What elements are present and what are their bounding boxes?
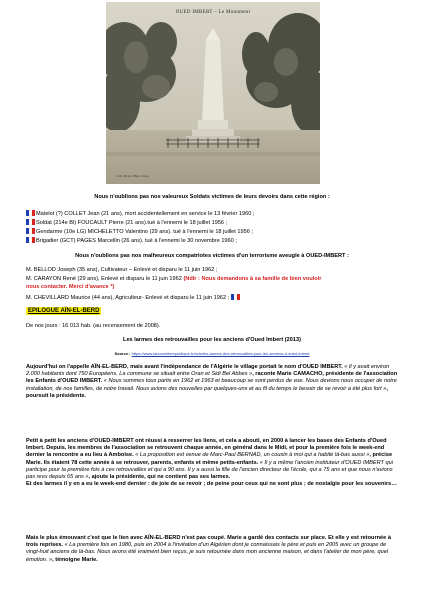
editor-note-continued	[26, 284, 114, 291]
paragraph-text: Et des larmes il y en a eu le week-end dernier : de joie de se revoir ; de peine pour ceux qui ne sont plus ; de nostalgie pour les souvenirs…	[26, 481, 397, 488]
paragraph-text: , raconte Marie CAMACHO, présidente de l'association les Enfants d'OUED IMBERT.	[26, 371, 398, 385]
french-flag-icon	[26, 210, 35, 216]
article-title: Les larmes des retrouvailles pour les anciens d'Oued Imbert (2013)	[123, 337, 301, 343]
quote-text: « Il y avait environ 2.000 habitants dont 750 Européens. La commune se situait entre Oran et Sidi Bel Abbes »	[26, 364, 390, 378]
quote-text: « Nous sommes tous partis en 1962 et 1963 et beaucoup se sont perdus de vue. Nous devions nous occuper de notre installation, de nos familles, de notre travail. Nous avions des nouvelles par quelques-uns et au fil du temps le besoin de se revoir a été plus fort »	[26, 378, 397, 392]
monument-photo-drawing	[106, 2, 320, 184]
soldier-item	[26, 210, 254, 218]
french-flag-icon	[26, 228, 35, 234]
victim-text: M. CARAYON René (29 ans), Enlevé et disparu le 11 juin 1962	[26, 276, 184, 282]
quote-text: « La proposition est venue de Marc-Paul BERNAD, un cousin à moi qui a habité là-bas aussi »	[135, 452, 370, 459]
photo-caption-bottom: Coll. Bosio Photo Oran	[116, 174, 149, 178]
victim-item	[26, 276, 321, 283]
population-line: De nos jours : 16 013 hab. (au recensement de 2008).	[26, 323, 161, 329]
paragraph-text: Petit à petit les anciens d'OUED-IMBERT ont réussi à resserrer les liens, et cela a abouti, en 2000 à lancer les bases des Enfants d'Oued Imbert. Depuis, les membres de l'association se retrouvent chaque année, en général dans le Midi, et pour la première fois le week-end dernier la rencontre a eu lieu à Amboise.	[26, 438, 387, 459]
paragraph-text: , précise Marie. Ils étaient 78 cette année à se retrouver, parents, enfants et même petits-enfants.	[26, 452, 393, 466]
victims-intro: Nous n'oublions pas nos malheureux compatriotes victimes d'un terrorisme aveugle à OUED-IMBERT :	[75, 253, 349, 259]
quote-text: « Il y a même l'ancien instituteur d'OUED IMBERT qui participe pour la première fois à ces retrouvailles et qui a 90 ans. Il y a aussi la fille de l'ancien directeur de l'école, qui a 75 ans et que nous n'avions pas revu depuis 65 ans »	[26, 459, 394, 481]
source-line	[0, 351, 424, 356]
soldier-text: Matelot (?) COLLET Jean (21 ans), mort accidentellement en service le 13 février 1960 ;	[36, 211, 255, 217]
article-paragraph-2	[26, 438, 398, 488]
photo-caption-top: OUED IMBERT – Le Monument	[175, 10, 251, 15]
source-link[interactable]: https://www.lanouvellerepublique.fr/actu/les-larmes-des-retrouvailles-pour-les-anciens-d-oued-imbert	[131, 351, 310, 356]
paragraph-text: , témoigne Marie.	[52, 556, 98, 563]
soldier-item	[26, 219, 227, 227]
editor-note-tail: nous contacter. Merci d'avance *)	[26, 284, 115, 290]
soldiers-intro: Nous n'oublions pas nos valeureux Soldats victimes de leurs devoirs dans cette région :	[94, 194, 330, 200]
paragraph-text: , poursuit la présidente.	[26, 385, 388, 399]
monument-postcard-photo	[106, 2, 320, 184]
paragraph-text: Aujourd'hui on l'appelle AÏN-EL-BERD, mais avant l'indépendance de l'Algérie le village portait le nom d'OUED IMBERT.	[26, 364, 345, 370]
victim-item	[26, 294, 241, 302]
soldier-text: Gendarme (10e LG) MICHELETTO Valentino (29 ans). tué à l'ennemi le 18 juillet 1956 ;	[36, 229, 253, 235]
victim-text: M. CHEVILLARD Maurice (44 ans), Agriculteur- Enlevé et disparu le 11 juin 1962 ;	[26, 295, 230, 301]
quote-text: « La première fois en 1980, puis en 2004 à l'invitation d'un Algérien dont je connaissais le père et puis en 2005 avec un groupe de vingt-huit anciens de là-bas. Nous avons été vraiment bien reçus, je suis retournée dans mon ancienne maison, et dans l'atelier de mon père, quel émotion. »	[26, 542, 389, 563]
editor-note: (Ndlr : Nous demandons à sa famille de bien vouloir	[183, 276, 322, 282]
french-flag-icon	[26, 237, 35, 243]
paragraph-text: , ajoute la présidente, qui ne contient pas ses larmes.	[88, 474, 231, 481]
source-label: Source :	[114, 351, 132, 356]
victim-item: M. BELLOD Joseph (35 ans), Cultivateur – Enlevé et disparu le 11 juin 1962 ;	[26, 267, 218, 273]
article-paragraph-1	[26, 364, 398, 400]
paragraph-text: Mais le plus émouvant c'est que le lien avec AÏN-EL-BERD n'est pas coupé. Marie a gardé des contacts sur place. Et elle y est retournée à trois reprises.	[26, 535, 391, 549]
article-paragraph-3	[26, 535, 398, 564]
soldier-text: Soldat (214e Bl) FOUCAULT Pierre (21 ans).tué à l'ennemi le 18 juillet 1956 ;	[36, 220, 228, 226]
epilogue-heading: EPILOGUE AÏN-EL-BERD	[28, 308, 100, 314]
soldier-text: Brigadier (GCT) PAGES Marcellin (26 ans). tué à l'ennemi le 30 novembre 1960 ;	[36, 238, 237, 244]
soldier-item	[26, 237, 237, 245]
soldier-item	[26, 228, 253, 236]
french-flag-icon	[26, 219, 35, 225]
french-flag-icon	[231, 294, 240, 300]
